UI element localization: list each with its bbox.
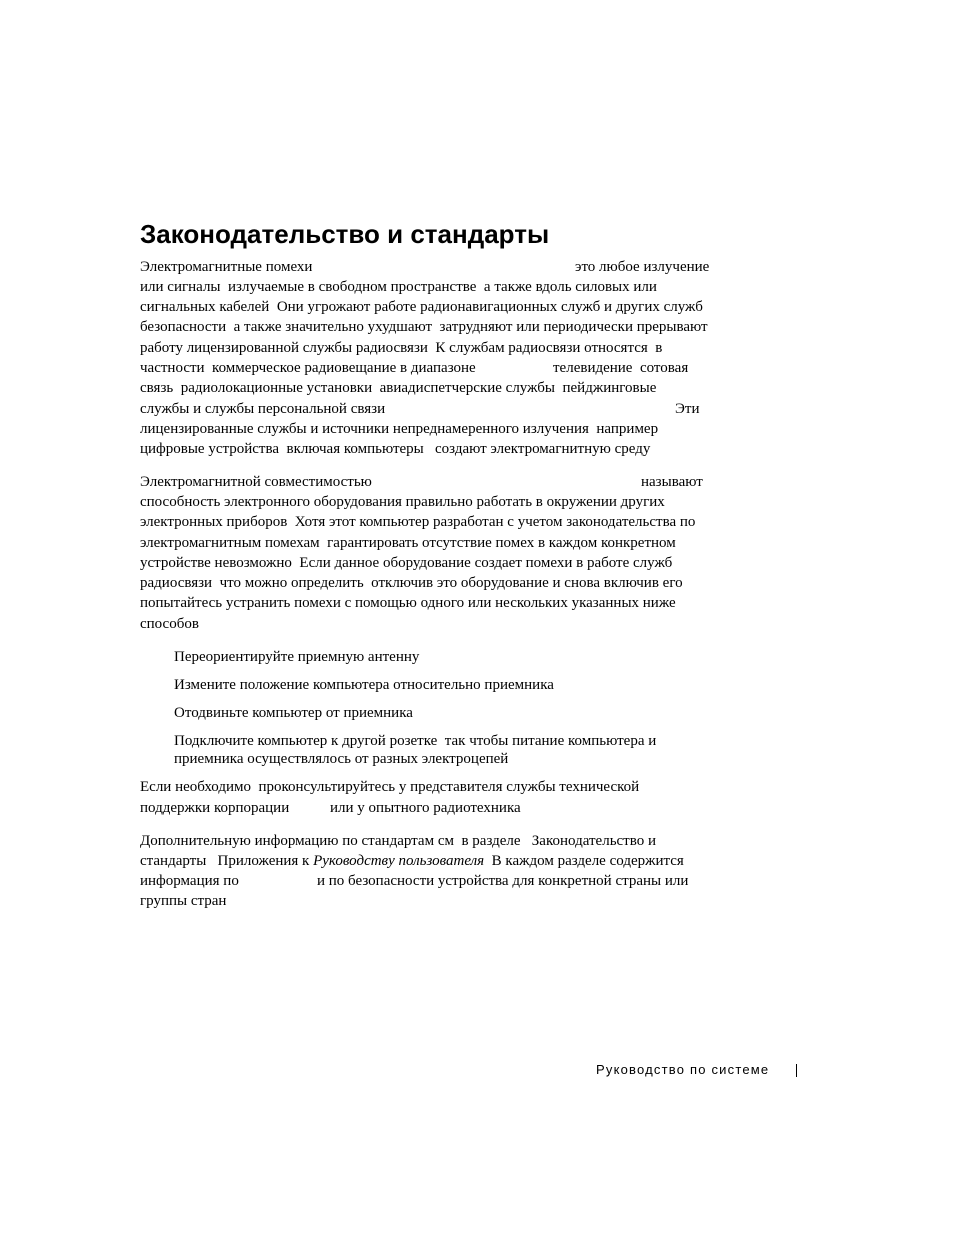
text-line: способность электронного оборудования правильно работать в окружении других <box>140 494 665 510</box>
list-item: Переориентируйте приемную антенну <box>174 649 420 665</box>
text-run: В каждом разделе содержится <box>484 853 684 869</box>
text-line: телевидение сотовая <box>553 360 689 376</box>
text-line: или сигналы излучаемые в свободном пространстве а также вдоль силовых или <box>140 279 657 295</box>
user-guide-title: Руководству пользователя <box>313 853 485 869</box>
text-line: устройстве невозможно Если данное оборудование создает помехи в работе служб <box>140 555 673 571</box>
text-line: службы и службы персональной связи <box>140 401 386 417</box>
text-line: называют <box>641 474 703 490</box>
footer-divider <box>796 1064 797 1077</box>
text-line: связь радиолокационные установки авиадиспетчерские службы пейджинговые <box>140 380 657 396</box>
text-line: это любое излучение <box>575 259 710 275</box>
section-heading: Законодательство и стандарты <box>140 219 550 249</box>
text-line: или у опытного радиотехника <box>330 800 521 816</box>
text-line: Электромагнитные помехи <box>140 259 313 275</box>
text-line: безопасности а также значительно ухудшают затрудняют или периодически прерывают <box>140 319 708 335</box>
text-line: группы стран <box>140 893 227 909</box>
running-footer-title: Руководство по системе <box>596 1062 770 1077</box>
text-line: электромагнитным помехам гарантировать отсутствие помех в каждом конкретном <box>140 535 676 551</box>
text-line: сигнальных кабелей Они угрожают работе радионавигационных служб и других служб <box>140 299 703 315</box>
text-line: радиосвязи что можно определить отключив это оборудование и снова включив его <box>140 575 683 591</box>
list-item-continued: приемника осуществлялось от разных электроцепей <box>174 751 509 767</box>
text-line: цифровые устройства включая компьютеры создают электромагнитную среду <box>140 441 651 457</box>
text-line: поддержки корпорации <box>140 800 290 816</box>
text-line: электронных приборов Хотя этот компьютер разработан с учетом законодательства по <box>140 514 696 530</box>
list-item: Отодвиньте компьютер от приемника <box>174 705 413 721</box>
text-line: частности коммерческое радиовещание в диапазоне <box>140 360 476 376</box>
text-run: стандарты Приложения к <box>140 853 314 869</box>
text-line: Электромагнитной совместимостью <box>140 474 372 490</box>
text-line: Дополнительную информацию по стандартам см в разделе Законодательство и <box>140 833 656 849</box>
text-line: Эти <box>675 401 700 417</box>
text-line: информация по <box>140 873 239 889</box>
text-line: способов <box>140 616 199 632</box>
text-line: и по безопасности устройства для конкретной страны или <box>317 873 689 889</box>
list-item: Измените положение компьютера относительно приемника <box>174 677 554 693</box>
text-line: попытайтесь устранить помехи с помощью одного или нескольких указанных ниже <box>140 595 676 611</box>
text-line <box>140 851 684 871</box>
text-line: работу лицензированной службы радиосвязи К службам радиосвязи относятся в <box>140 340 663 356</box>
text-line: Если необходимо проконсультируйтесь у представителя службы технической <box>140 779 640 795</box>
text-line: лицензированные службы и источники непреднамеренного излучения например <box>140 421 659 437</box>
list-item: Подключите компьютер к другой розетке так чтобы питание компьютера и <box>174 733 657 749</box>
